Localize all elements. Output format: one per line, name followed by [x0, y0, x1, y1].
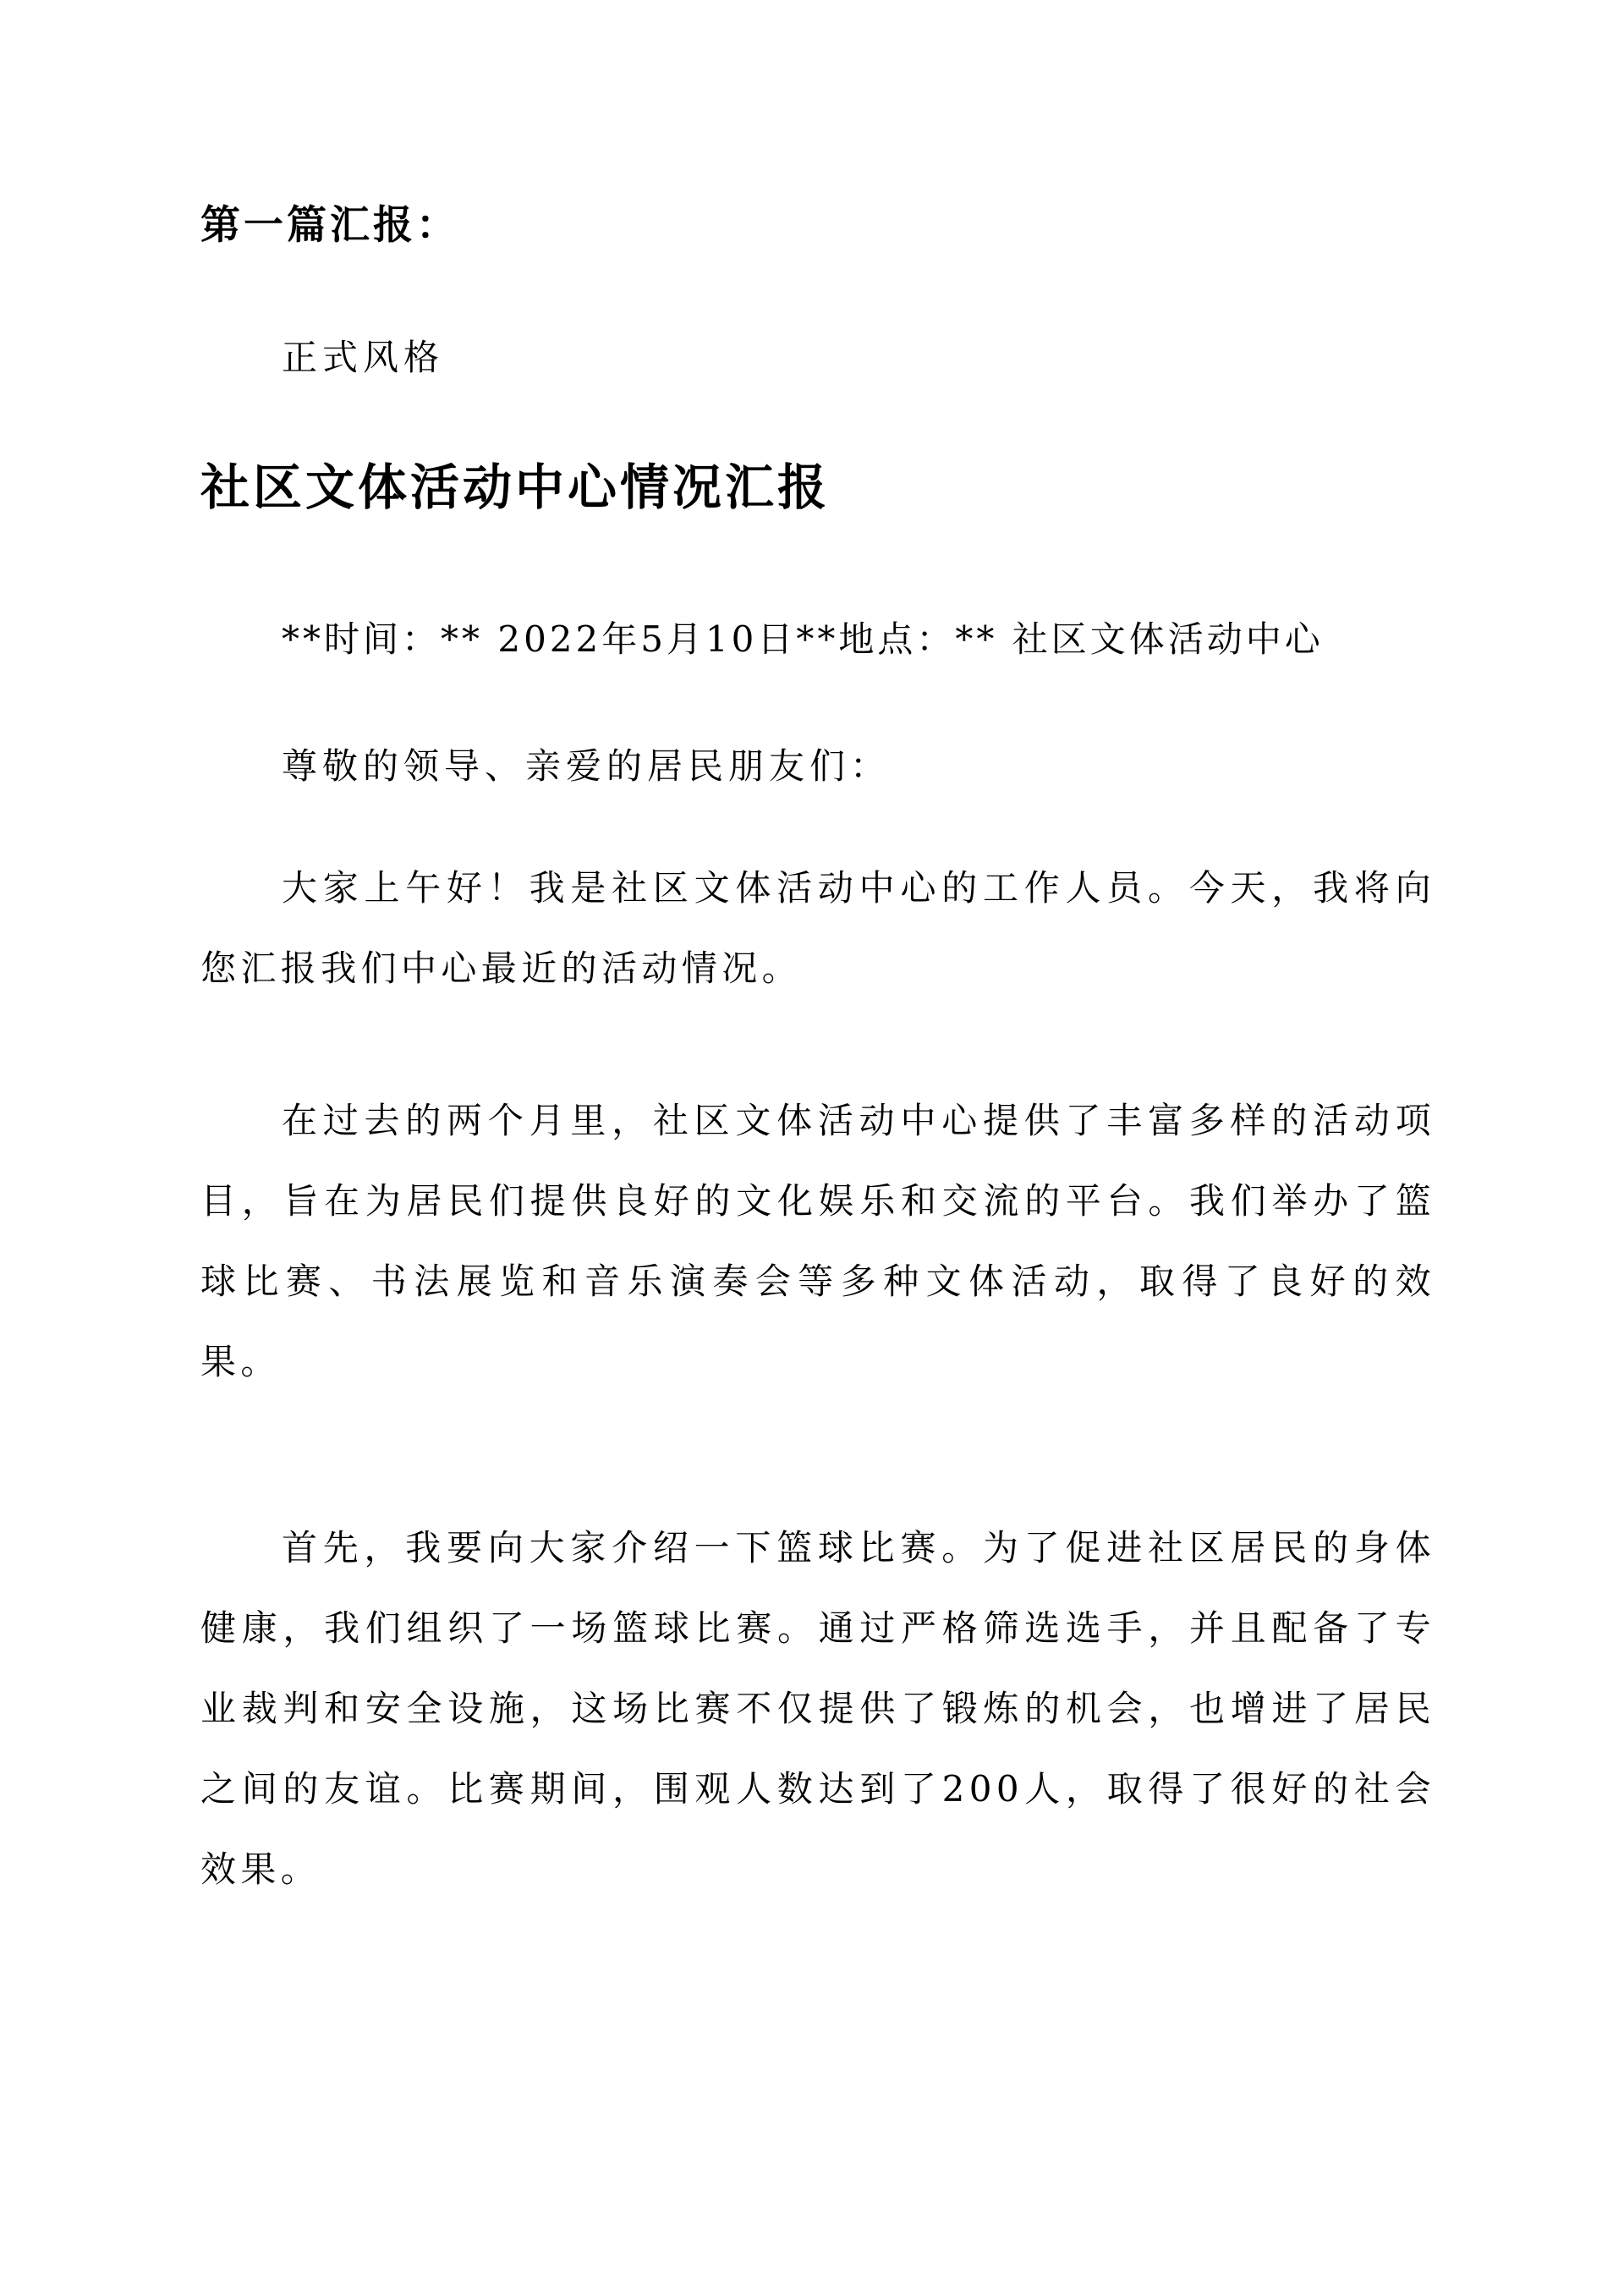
paragraph-overview: 在过去的两个月里，社区文体活动中心提供了丰富多样的活动项目，旨在为居民们提供良好的文化娱乐和交流的平台。我们举办了篮球比赛、书法展览和音乐演奏会等多种文体活动，取得了良好的效果。 — [200, 1100, 1435, 1382]
salutation: 尊敬的领导、亲爱的居民朋友们： — [282, 745, 892, 787]
meta-line: **时间：** 2022年5月10日**地点：** 社区文体活动中心 — [282, 618, 1324, 660]
paragraph-intro: 大家上午好！我是社区文体活动中心的工作人员。今天，我将向您汇报我们中心最近的活动情况。 — [200, 867, 1435, 989]
section-label: 第一篇汇报： — [200, 202, 459, 249]
paragraph-basketball: 首先，我要向大家介绍一下篮球比赛。为了促进社区居民的身体健康，我们组织了一场篮球比赛。通过严格筛选选手，并且配备了专业裁判和安全设施，这场比赛不仅提供了锻炼的机会，也增进了居民之间的友谊。比赛期间，围观人数达到了200人，取得了很好的社会效果。 — [200, 1527, 1435, 1890]
style-label: 正式风格 — [282, 337, 445, 378]
document-title: 社区文体活动中心情况汇报 — [200, 459, 831, 516]
